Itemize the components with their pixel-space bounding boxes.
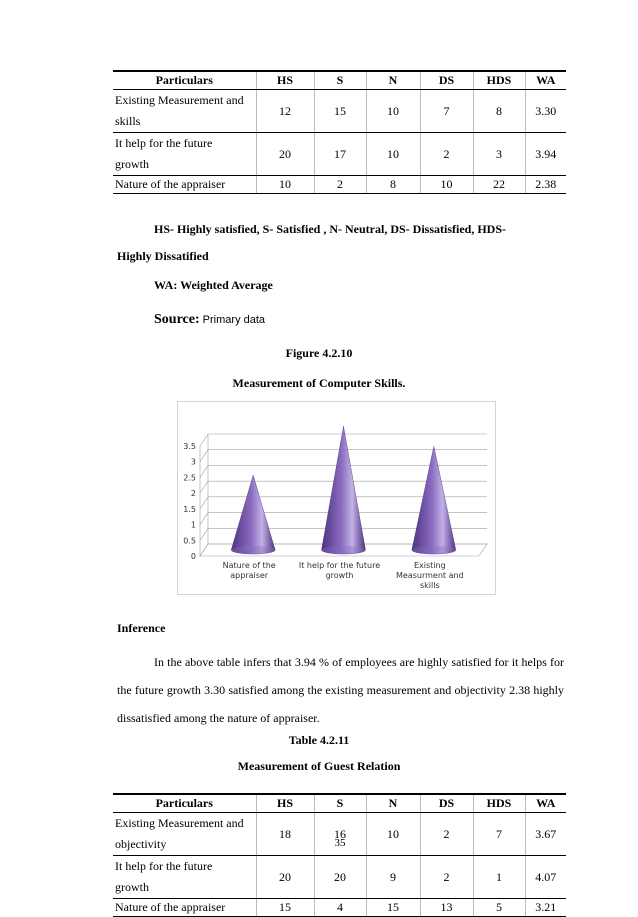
col-header: N <box>366 71 420 90</box>
col-header: N <box>366 794 420 813</box>
table-cell: 4.07 <box>525 856 566 899</box>
figure-number: Figure 4.2.10 <box>285 346 353 360</box>
cone-bar <box>412 446 456 554</box>
table-row <box>113 856 566 899</box>
table-cell: 15 <box>314 90 366 133</box>
gridline-side <box>200 528 208 540</box>
table-cell: 2 <box>420 133 473 176</box>
x-category-label: Measurment and <box>396 571 464 580</box>
table-header-row <box>113 71 566 90</box>
y-tick-label: 2.5 <box>183 473 196 483</box>
table-cell: 20 <box>314 856 366 899</box>
table-cell: 20 <box>256 856 314 899</box>
table-cell: 10 <box>256 176 314 194</box>
source-label: Source: <box>154 312 200 327</box>
table-cell: 20 <box>256 133 314 176</box>
x-category-label: Existing <box>413 561 446 570</box>
table-cell: 2 <box>314 176 366 194</box>
table-cell: 10 <box>420 176 473 194</box>
col-header: S <box>314 794 366 813</box>
table-cell: 7 <box>420 90 473 133</box>
table-cell: 5 <box>473 899 525 917</box>
gridline-side <box>200 481 208 493</box>
table-cell: 17 <box>314 133 366 176</box>
table-cell: 13 <box>420 899 473 917</box>
y-tick-label: 2 <box>190 489 196 499</box>
source-value: Primary data <box>199 314 266 326</box>
col-header: HDS <box>473 794 525 813</box>
row-label: It help for the future growth <box>113 856 256 899</box>
inference-paragraph: In the above table infers that 3.94 % of employees are highly satisfied for it helps for the future growth 3.30 satisfied among the existing measurement and objectivity 2.38 highly dissatisfied among the nature of appraiser. <box>117 655 564 725</box>
table-number: Table 4.2.11 <box>288 733 350 747</box>
table-cell: 10 <box>366 90 420 133</box>
y-tick-label: 3 <box>190 457 196 467</box>
legend-line-1: HS- Highly satisfied, S- Satisfied , N- Neutral, DS- Dissatisfied, HDS- <box>154 222 507 236</box>
cone-base <box>231 546 275 554</box>
row-label: Existing Measurement and objectivity <box>113 813 256 856</box>
table-title: Measurement of Guest Relation <box>237 759 401 773</box>
col-header: DS <box>420 794 473 813</box>
col-header: HS <box>256 71 314 90</box>
y-tick-label: 1 <box>190 520 196 530</box>
table-row <box>113 813 566 856</box>
col-header: WA <box>525 794 566 813</box>
gridline-side <box>200 434 208 446</box>
table-cell: 2.38 <box>525 176 566 194</box>
table-cell: 3.30 <box>525 90 566 133</box>
table-cell-value: 16 <box>334 826 346 841</box>
legend-line-2: Highly Dissatified <box>117 249 209 263</box>
row-label: It help for the future growth <box>113 133 256 176</box>
gridline-side <box>200 450 208 462</box>
table-cell: 8 <box>366 176 420 194</box>
source-line <box>154 310 265 328</box>
table-cell: 10 <box>366 133 420 176</box>
table-cell: 2 <box>420 813 473 856</box>
cone-base <box>322 546 366 554</box>
table-cell: 3.67 <box>525 813 566 856</box>
table-cell: 3 <box>473 133 525 176</box>
table-cell: 2 <box>420 856 473 899</box>
y-tick-label: 0 <box>190 552 196 561</box>
row-label: Nature of the appraiser <box>113 176 256 194</box>
table-4-2-11 <box>113 793 566 917</box>
inference-heading: Inference <box>117 621 166 635</box>
cone-bar <box>231 475 275 554</box>
col-header: S <box>314 71 366 90</box>
gridline-side <box>200 465 208 477</box>
table-cell: 22 <box>473 176 525 194</box>
x-category-label: It help for the future <box>298 561 381 570</box>
chart-container <box>177 401 496 595</box>
page-number: 35 <box>334 837 346 849</box>
x-category-label: Nature of the <box>222 561 276 570</box>
cone-base <box>412 546 456 554</box>
y-tick-label: 1.5 <box>183 504 196 514</box>
table-4-2-10 <box>113 70 566 194</box>
col-header: Particulars <box>113 71 256 90</box>
col-header: WA <box>525 71 566 90</box>
table-cell: 18 <box>256 813 314 856</box>
table-cell: 4 <box>314 899 366 917</box>
table-cell: 15 <box>256 899 314 917</box>
cone-bar <box>322 426 366 554</box>
figure-title: Measurement of Computer Skills. <box>232 376 406 390</box>
legend-wa: WA: Weighted Average <box>154 278 273 292</box>
table-row <box>113 899 566 917</box>
gridline-side <box>200 513 208 525</box>
table-cell: 15 <box>366 899 420 917</box>
col-header: DS <box>420 71 473 90</box>
row-label: Nature of the appraiser <box>113 899 256 917</box>
table-cell: 3.21 <box>525 899 566 917</box>
cone-chart <box>178 402 495 594</box>
table-row <box>113 90 566 133</box>
y-tick-label: 0.5 <box>183 536 196 546</box>
col-header: HDS <box>473 71 525 90</box>
table-cell: 7 <box>473 813 525 856</box>
row-label: Existing Measurement and skills <box>113 90 256 133</box>
gridline-side <box>200 497 208 509</box>
table-cell: 1 <box>473 856 525 899</box>
table-cell <box>314 813 366 856</box>
col-header: HS <box>256 794 314 813</box>
table-cell: 12 <box>256 90 314 133</box>
table-cell: 9 <box>366 856 420 899</box>
x-category-label: growth <box>325 571 354 580</box>
table-cell: 8 <box>473 90 525 133</box>
table-header-row <box>113 794 566 813</box>
y-tick-label: 3.5 <box>183 442 196 451</box>
x-category-label: skills <box>420 581 440 590</box>
table-row <box>113 176 566 194</box>
table-cell: 10 <box>366 813 420 856</box>
table-cell: 3.94 <box>525 133 566 176</box>
x-category-label: appraiser <box>230 571 269 580</box>
table-row <box>113 133 566 176</box>
col-header: Particulars <box>113 794 256 813</box>
